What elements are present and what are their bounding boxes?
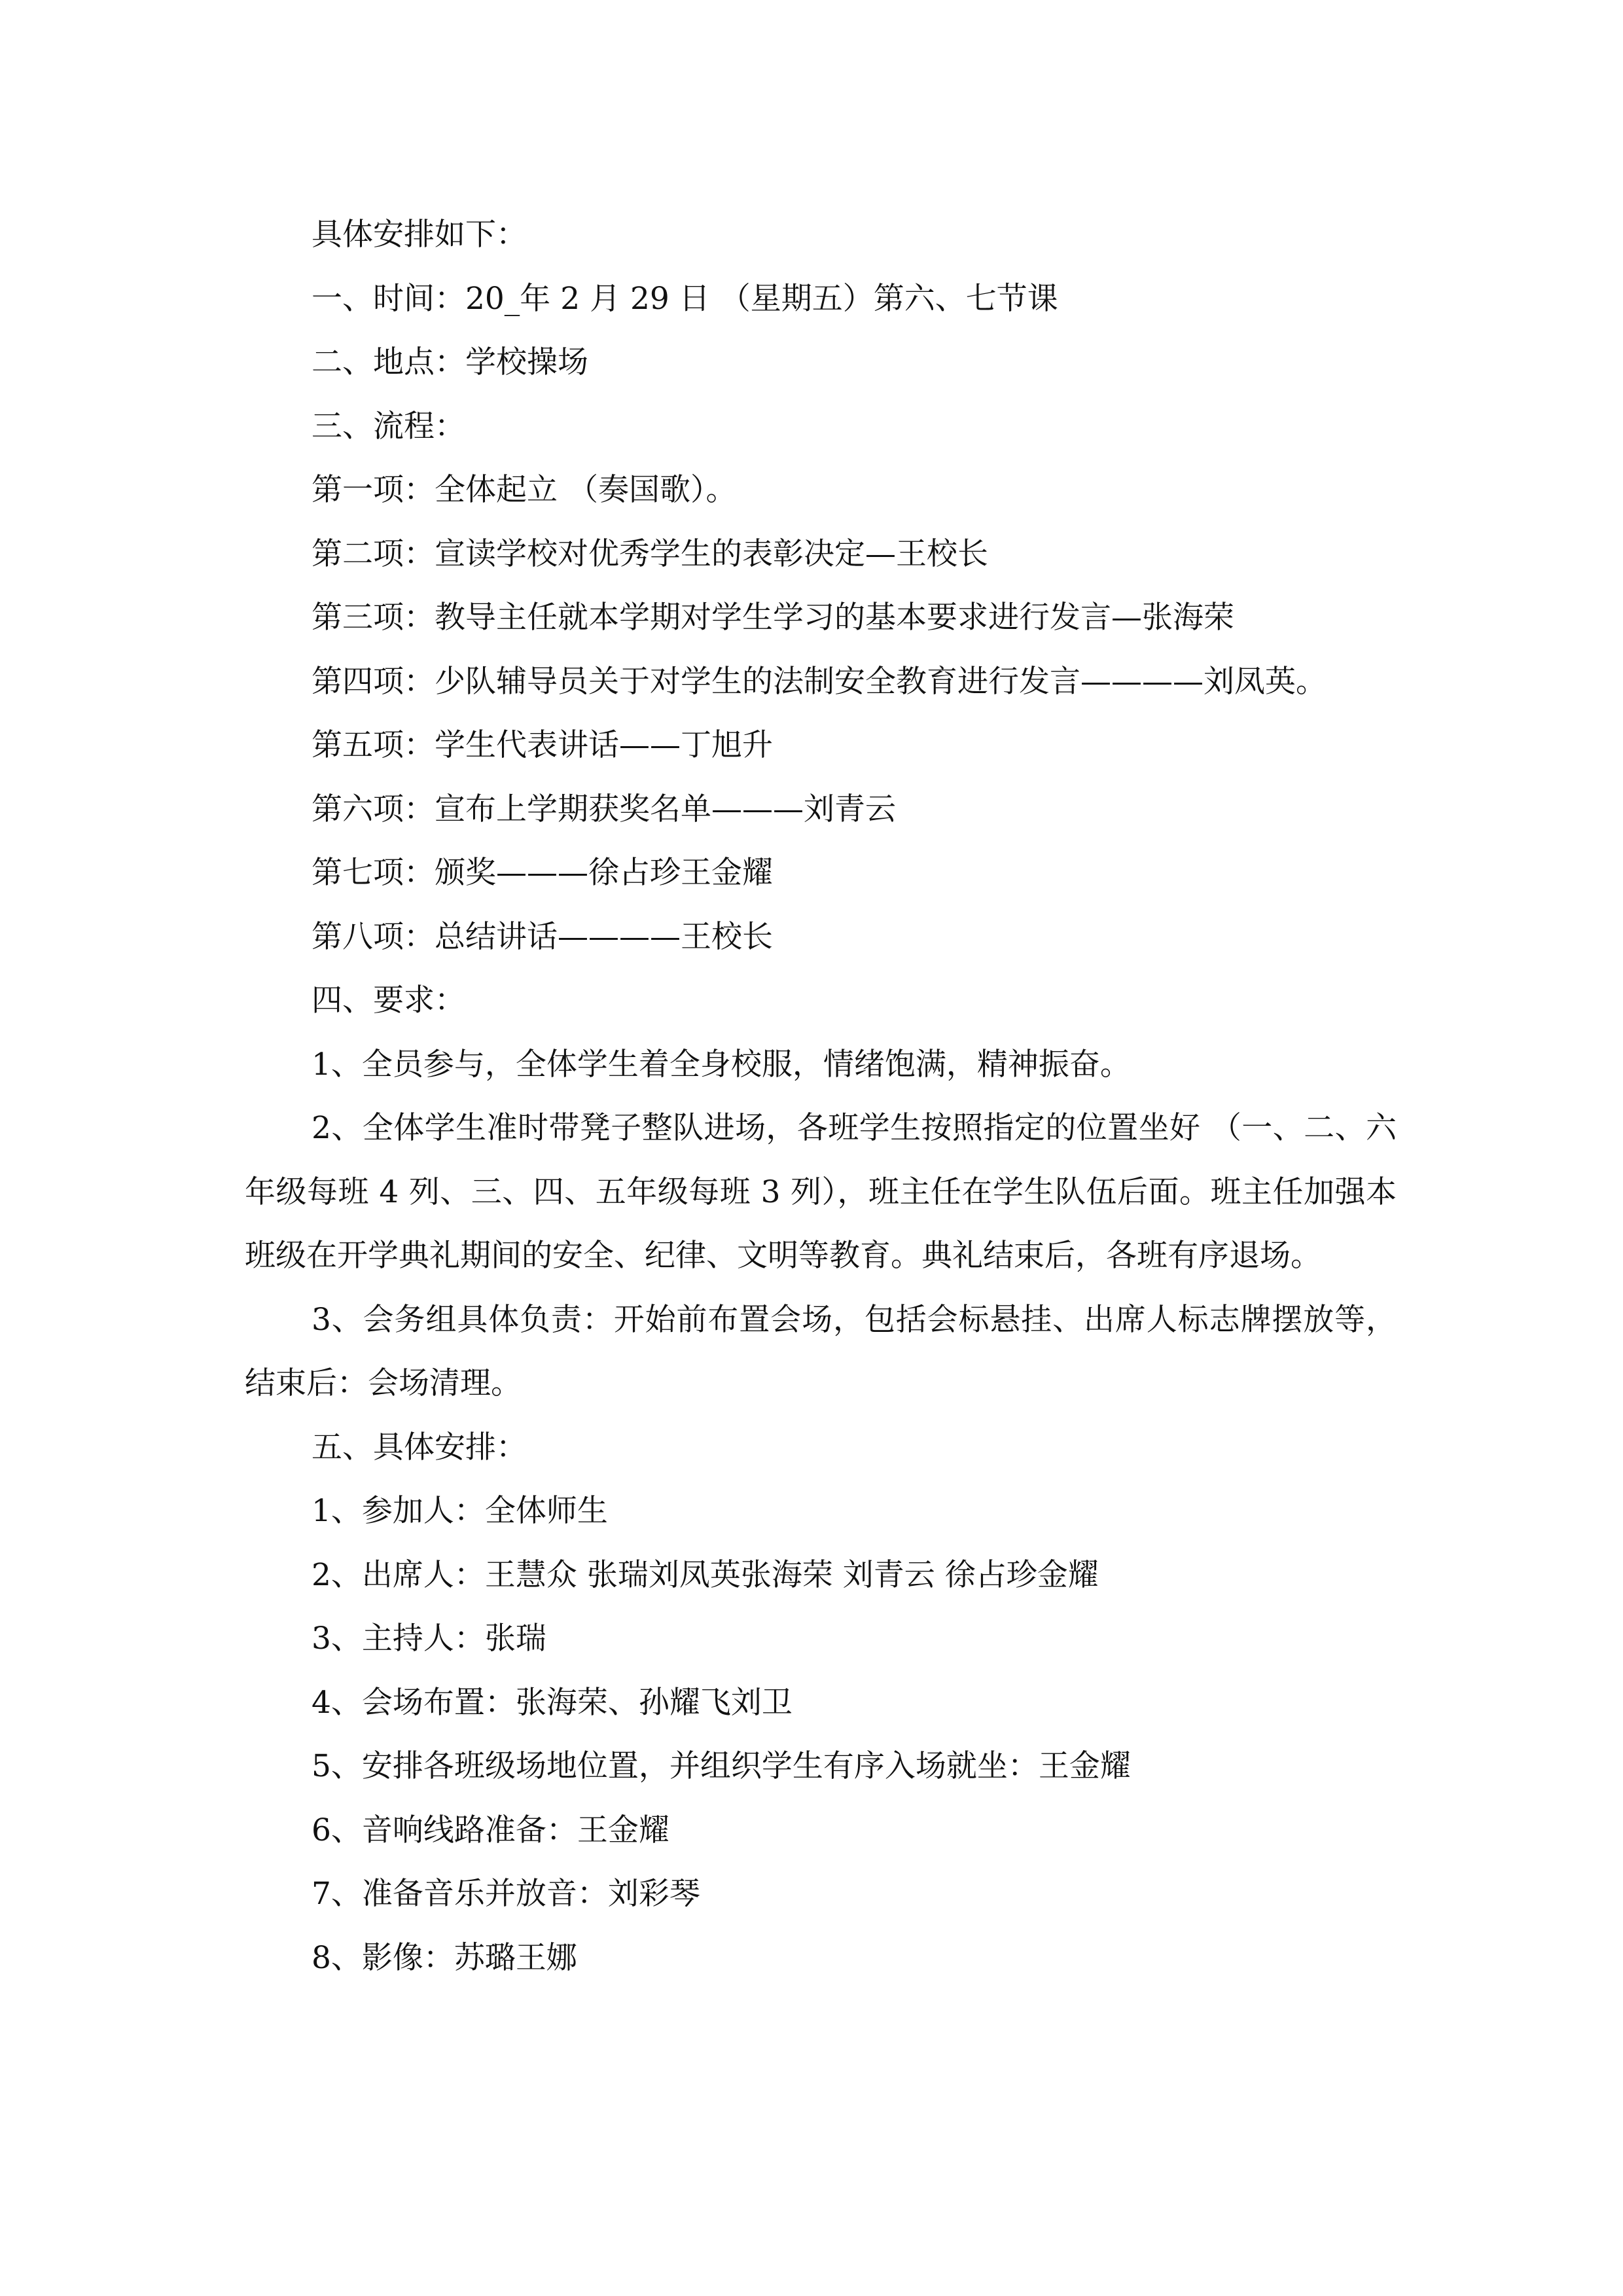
process-heading: 三、流程：	[312, 408, 465, 444]
arrangement-item: 8、影像：苏璐王娜	[312, 1939, 577, 1976]
document-body	[245, 203, 1397, 1990]
arrangement-item: 5、安排各班级场地位置，并组织学生有序入场就坐：王金耀	[312, 1748, 1131, 1784]
process-item: 第八项：总结讲话————王校长	[312, 918, 773, 955]
process-item: 第一项：全体起立 （奏国歌）。	[312, 472, 737, 508]
process-item: 第四项：少队辅导员关于对学生的法制安全教育进行发言————刘凤英。	[312, 663, 1327, 700]
location-line: 二、地点：学校操场	[312, 344, 588, 380]
arrangement-item: 7、准备音乐并放音：刘彩琴	[312, 1876, 700, 1912]
requirement-paragraph: 2、全体学生准时带凳子整队进场，各班学生按照指定的位置坐好 （一、二、六年级每班 4 列、三、四、五年级每班 3 列），班主任在学生队伍后面。班主任加强本班级在开学典礼期间的安全、纪律、文明等教育。典礼结束后，各班有序退场。	[245, 1110, 1397, 1274]
arrangement-item: 6、音响线路准备：王金耀	[312, 1812, 669, 1848]
time-line: 一、时间：20_年 2 月 29 日 （星期五）第六、七节课	[312, 280, 1058, 317]
process-item: 第二项：宣读学校对优秀学生的表彰决定—王校长	[312, 535, 988, 572]
process-item: 第七项：颁奖———徐占珍王金耀	[312, 855, 773, 891]
process-item: 第三项：教导主任就本学期对学生学习的基本要求进行发言—张海荣	[312, 600, 1234, 636]
process-item: 第六项：宣布上学期获奖名单———刘青云	[312, 791, 896, 827]
arrangement-heading: 五、具体安排：	[312, 1429, 527, 1465]
arrangement-item: 2、出席人：王慧众 张瑞刘凤英张海荣 刘青云 徐占珍金耀	[312, 1556, 1099, 1593]
arrangement-item: 4、会场布置：张海荣、孙耀飞刘卫	[312, 1684, 793, 1721]
arrangement-item: 3、主持人：张瑞	[312, 1621, 546, 1657]
arrangement-item: 1、参加人：全体师生	[312, 1493, 608, 1529]
requirements-heading: 四、要求：	[312, 982, 465, 1018]
requirement-item: 1、全员参与，全体学生着全身校服，情绪饱满，精神振奋。	[312, 1046, 1131, 1083]
requirement-paragraph: 3、会务组具体负责：开始前布置会场，包括会标悬挂、出席人标志牌摆放等，结束后：会场清理。	[245, 1301, 1397, 1401]
process-item: 第五项：学生代表讲话——丁旭升	[312, 727, 773, 763]
intro-line: 具体安排如下：	[312, 217, 527, 253]
